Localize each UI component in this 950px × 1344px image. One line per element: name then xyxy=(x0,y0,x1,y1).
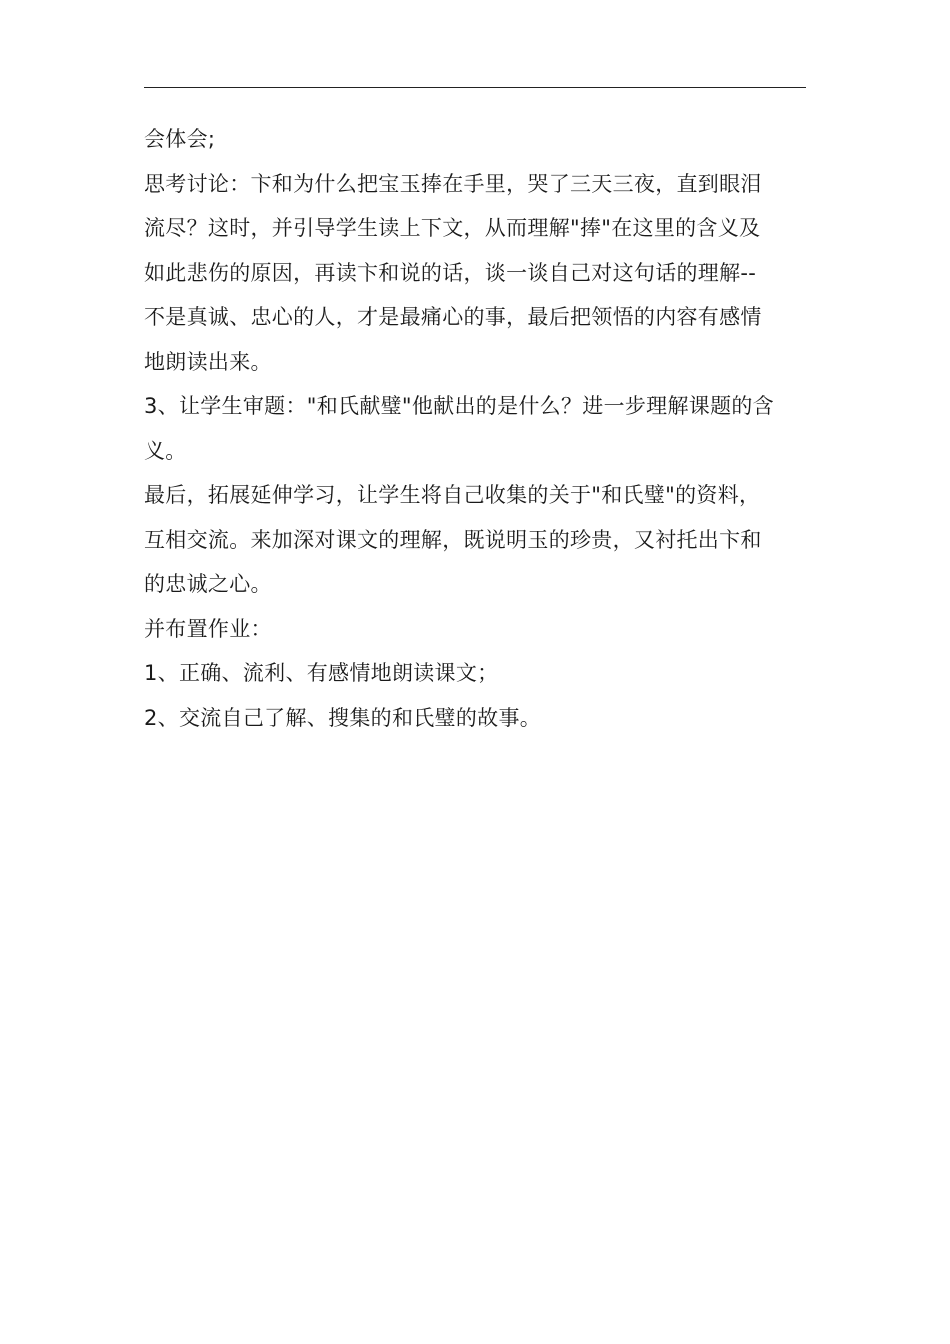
text-line: 不是真诚、忠心的人，才是最痛心的事，最后把领悟的内容有感情 xyxy=(144,305,762,329)
text-line: 互相交流。来加深对课文的理解，既说明玉的珍贵，又衬托出卞和 xyxy=(144,527,762,552)
text-line: 的忠诚之心。 xyxy=(144,572,272,596)
text-line: 思考讨论：卞和为什么把宝玉捧在手里，哭了三天三夜，直到眼泪 xyxy=(144,171,762,196)
text-line: 1、正确、流利、有感情地朗读课文； xyxy=(144,661,499,685)
text-line: 地朗读出来。 xyxy=(144,349,272,374)
text-line: 并布置作业： xyxy=(144,616,272,641)
text-line: 2、交流自己了解、搜集的和氏璧的故事。 xyxy=(144,705,542,730)
text-line: 流尽？这时，并引导学生读上下文，从而理解"捧"在这里的含义及 xyxy=(144,216,761,240)
document-body xyxy=(144,117,808,740)
text-line: 会体会; xyxy=(144,127,216,151)
text-line: 如此悲伤的原因，再读卞和说的话，谈一谈自己对这句话的理解-- xyxy=(144,260,757,285)
header-rule xyxy=(144,87,806,88)
text-line: 最后，拓展延伸学习，让学生将自己收集的关于"和氏璧"的资料， xyxy=(144,483,761,507)
text-line: 3、让学生审题："和氏献璧"他献出的是什么？进一步理解课题的含 xyxy=(144,394,774,418)
text-line: 义。 xyxy=(144,438,187,463)
